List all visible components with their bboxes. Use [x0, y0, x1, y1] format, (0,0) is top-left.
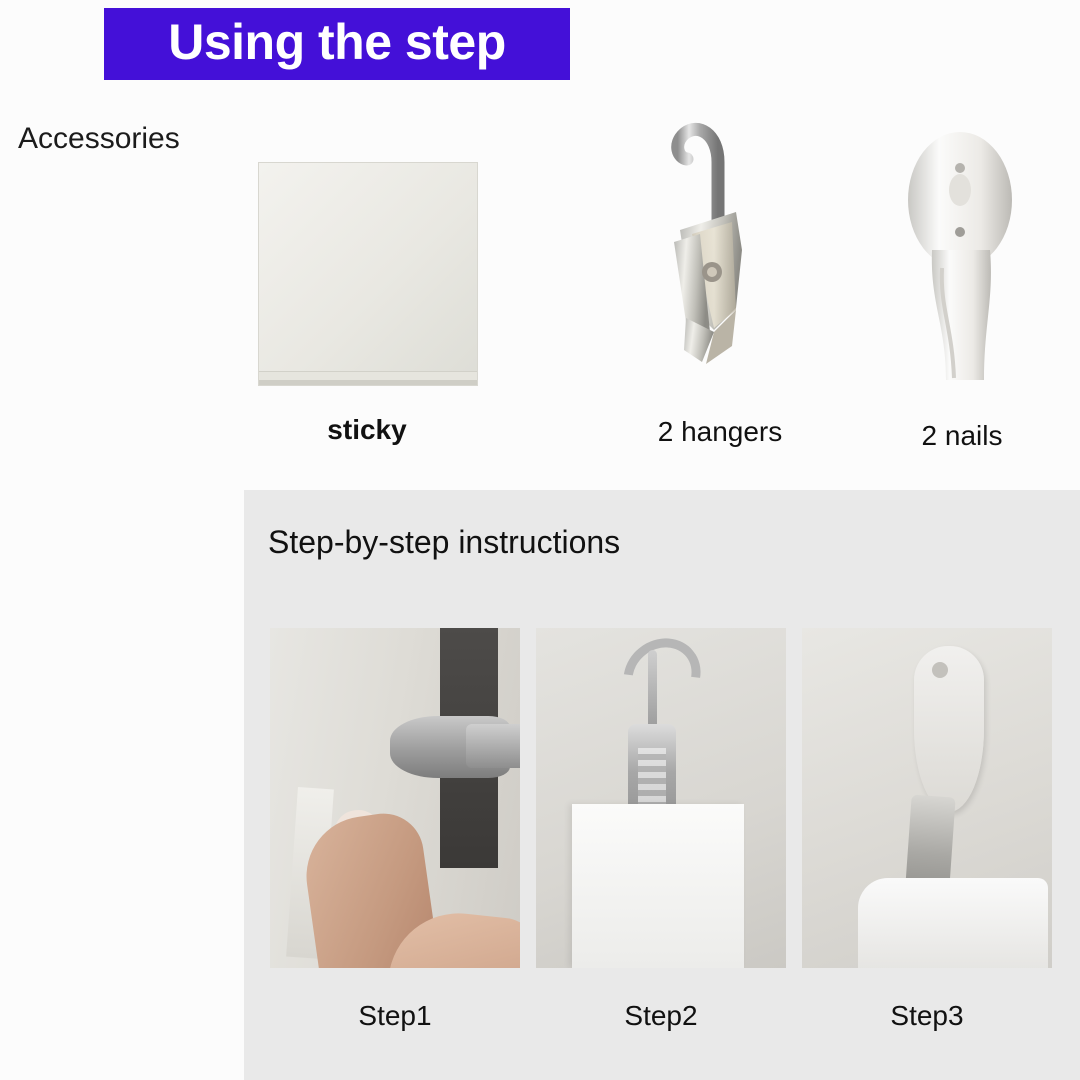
accessory-label-hangers: 2 hangers — [657, 416, 783, 447]
step-photo-row — [270, 628, 1054, 968]
page-title: Using the step — [168, 14, 506, 70]
step1-photo — [270, 628, 520, 968]
step2-caption: Step2 — [624, 1000, 698, 1031]
step2-photo — [536, 628, 786, 968]
accessories-heading: Accessories — [18, 122, 180, 155]
step-caption-row — [270, 1000, 1054, 1032]
step1-caption: Step1 — [358, 1000, 432, 1031]
sticky-pad-icon — [258, 162, 478, 386]
accessory-label-nails: 2 nails — [921, 420, 1003, 451]
step3-caption: Step3 — [890, 1000, 964, 1031]
nail-hook-icon — [880, 128, 1040, 386]
step3-photo — [802, 628, 1052, 968]
hanger-clip-icon — [640, 100, 800, 378]
steps-heading: Step-by-step instructions — [268, 524, 621, 560]
accessory-label-sticky: sticky — [327, 414, 407, 445]
